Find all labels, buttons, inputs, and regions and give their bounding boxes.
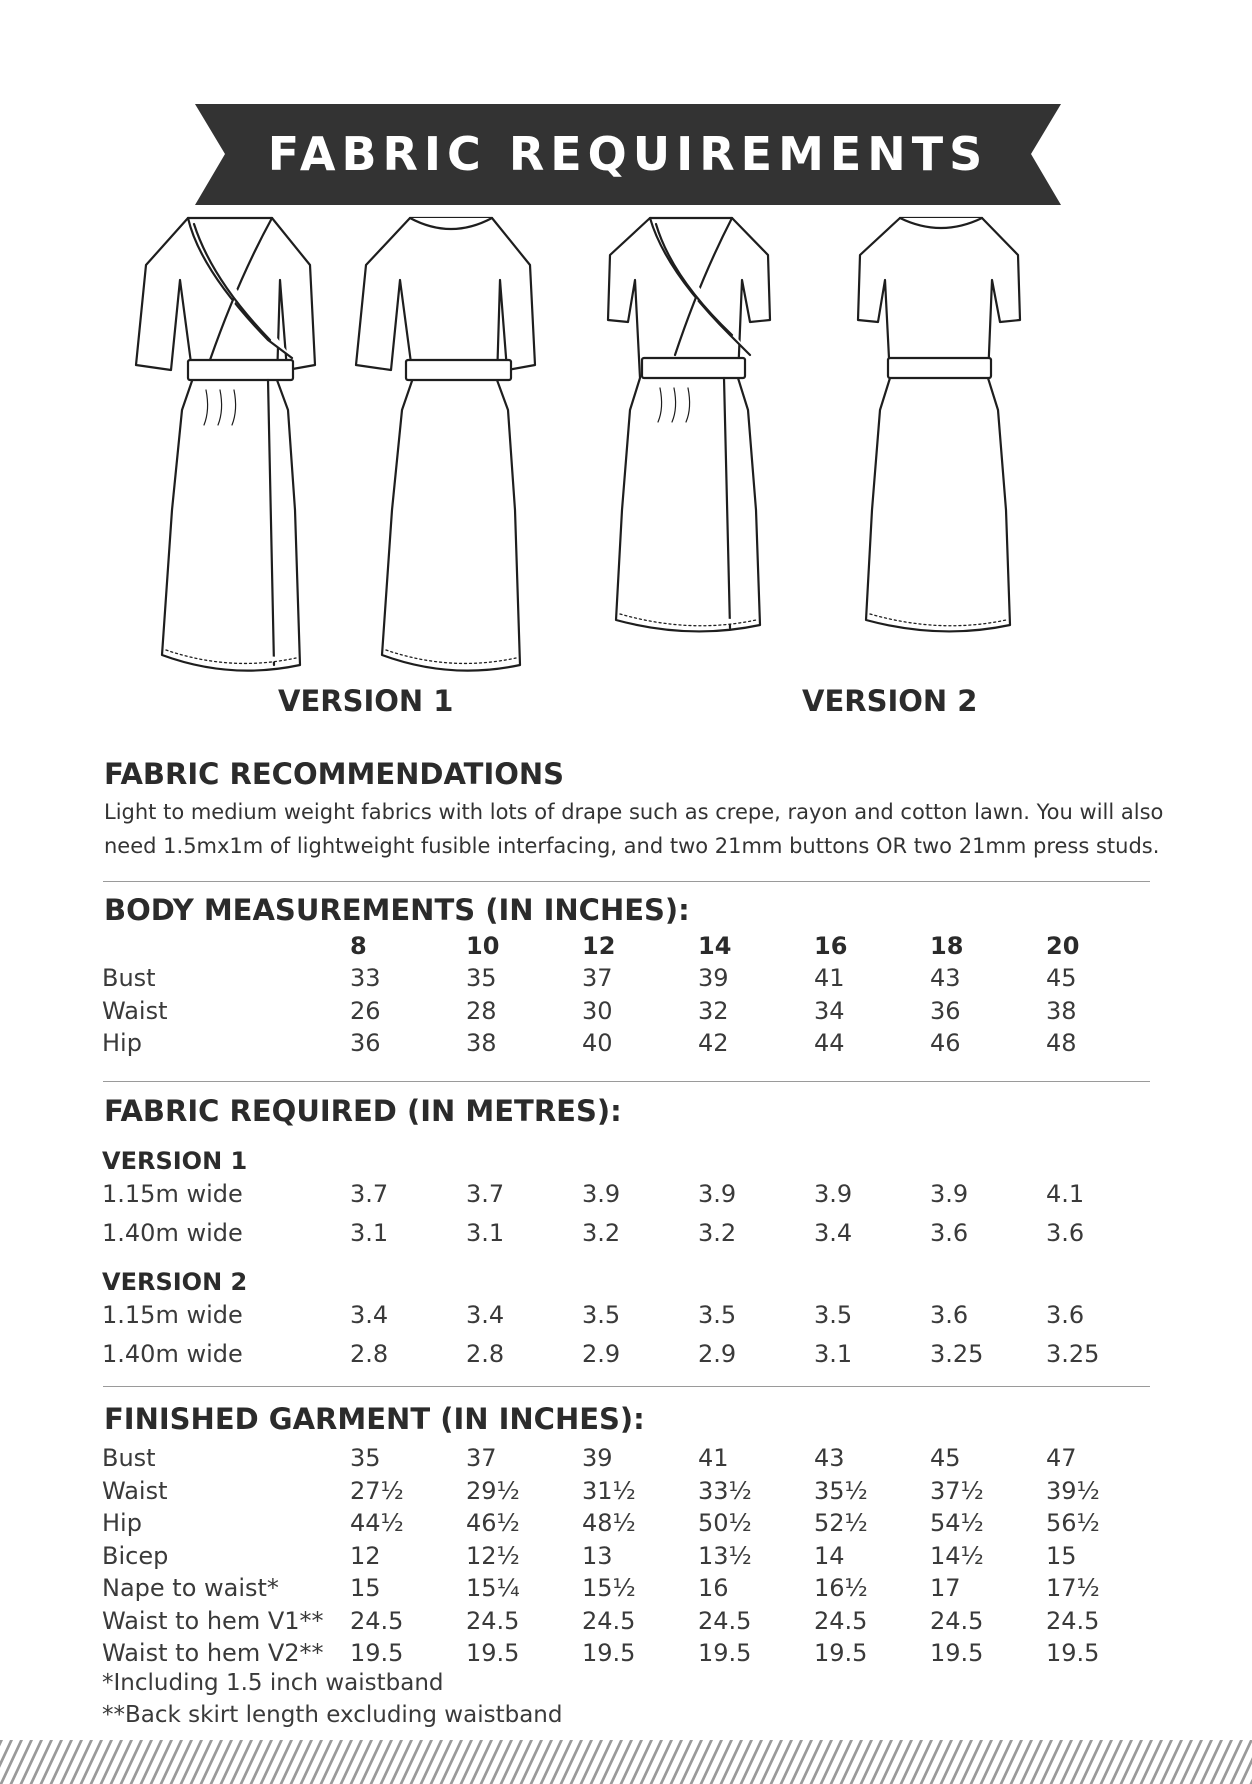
cell: 24.5 bbox=[930, 1607, 984, 1635]
cell: 16 bbox=[698, 1574, 729, 1602]
cell: 19.5 bbox=[1046, 1639, 1100, 1667]
cell: 19.5 bbox=[350, 1639, 404, 1667]
cell: 45 bbox=[1046, 964, 1077, 992]
size-header: 14 bbox=[698, 932, 732, 960]
cell: 19.5 bbox=[466, 1639, 520, 1667]
row-label: Bust bbox=[102, 964, 156, 992]
cell: 24.5 bbox=[814, 1607, 868, 1635]
row-label: Bicep bbox=[102, 1542, 169, 1570]
cell: 3.9 bbox=[930, 1180, 969, 1208]
table-row bbox=[102, 1542, 1162, 1574]
cell: 3.9 bbox=[814, 1180, 853, 1208]
row-label: 1.40m wide bbox=[102, 1219, 243, 1247]
cell: 15 bbox=[350, 1574, 381, 1602]
cell: 3.5 bbox=[814, 1301, 853, 1329]
cell: 35½ bbox=[814, 1477, 868, 1505]
fabric-recommendations-text bbox=[104, 795, 1164, 863]
cell: 3.6 bbox=[1046, 1301, 1085, 1329]
cell: 3.25 bbox=[1046, 1340, 1100, 1368]
cell: 17 bbox=[930, 1574, 961, 1602]
cell: 3.6 bbox=[930, 1219, 969, 1247]
row-label: 1.40m wide bbox=[102, 1340, 243, 1368]
cell: 3.4 bbox=[466, 1301, 505, 1329]
cell: 15 bbox=[1046, 1542, 1077, 1570]
cell: 24.5 bbox=[466, 1607, 520, 1635]
table-row bbox=[102, 1607, 1162, 1639]
cell: 3.4 bbox=[814, 1219, 853, 1247]
cell: 35 bbox=[350, 1444, 381, 1472]
page-title: FABRIC REQUIREMENTS bbox=[267, 127, 989, 181]
cell: 19.5 bbox=[582, 1639, 636, 1667]
cell: 3.2 bbox=[698, 1219, 737, 1247]
cell: 37 bbox=[582, 964, 613, 992]
row-label: 1.15m wide bbox=[102, 1180, 243, 1208]
cell: 36 bbox=[350, 1029, 381, 1057]
row-label: Nape to waist* bbox=[102, 1574, 279, 1602]
recommendation-line: need 1.5mx1m of lightweight fusible interfacing, and two 21mm buttons OR two 21mm press studs. bbox=[104, 834, 1160, 858]
fabric-required-title: FABRIC REQUIRED (IN METRES): bbox=[104, 1094, 622, 1128]
table-row bbox=[102, 1509, 1162, 1541]
row-label: Bust bbox=[102, 1444, 156, 1472]
cell: 19.5 bbox=[814, 1639, 868, 1667]
cell: 14½ bbox=[930, 1542, 984, 1570]
cell: 27½ bbox=[350, 1477, 404, 1505]
cell: 44½ bbox=[350, 1509, 404, 1537]
footnote: **Back skirt length excluding waistband bbox=[102, 1702, 563, 1728]
row-label: Waist bbox=[102, 997, 168, 1025]
cell: 43 bbox=[930, 964, 961, 992]
size-header: 10 bbox=[466, 932, 500, 960]
cell: 28 bbox=[466, 997, 497, 1025]
version1-back-dress bbox=[356, 218, 535, 671]
cell: 44 bbox=[814, 1029, 845, 1057]
cell: 2.8 bbox=[350, 1340, 389, 1368]
cell: 16½ bbox=[814, 1574, 868, 1602]
cell: 29½ bbox=[466, 1477, 520, 1505]
cell: 33½ bbox=[698, 1477, 752, 1505]
cell: 4.1 bbox=[1046, 1180, 1085, 1208]
cell: 3.7 bbox=[466, 1180, 505, 1208]
cell: 50½ bbox=[698, 1509, 752, 1537]
recommendation-line: Light to medium weight fabrics with lots of drape such as crepe, rayon and cotton lawn. You will also bbox=[104, 800, 1164, 824]
title-banner bbox=[195, 104, 1061, 205]
cell: 3.5 bbox=[582, 1301, 621, 1329]
cell: 13 bbox=[582, 1542, 613, 1570]
cell: 3.6 bbox=[1046, 1219, 1085, 1247]
cell: 42 bbox=[698, 1029, 729, 1057]
cell: 35 bbox=[466, 964, 497, 992]
cell: 24.5 bbox=[698, 1607, 752, 1635]
table-row bbox=[102, 1639, 1162, 1671]
cell: 3.9 bbox=[582, 1180, 621, 1208]
cell: 41 bbox=[814, 964, 845, 992]
cell: 43 bbox=[814, 1444, 845, 1472]
size-header: 18 bbox=[930, 932, 964, 960]
finished-garment-title: FINISHED GARMENT (IN INCHES): bbox=[104, 1402, 645, 1436]
cell: 19.5 bbox=[698, 1639, 752, 1667]
dress-illustrations bbox=[120, 210, 1130, 680]
row-label: Waist to hem V1** bbox=[102, 1607, 324, 1635]
cell: 32 bbox=[698, 997, 729, 1025]
fabric-recommendations-title: FABRIC RECOMMENDATIONS bbox=[104, 757, 565, 791]
cell: 56½ bbox=[1046, 1509, 1100, 1537]
size-header: 8 bbox=[350, 932, 367, 960]
cell: 3.4 bbox=[350, 1301, 389, 1329]
footnote: *Including 1.5 inch waistband bbox=[102, 1670, 444, 1696]
size-header: 12 bbox=[582, 932, 616, 960]
divider bbox=[103, 881, 1150, 882]
cell: 12 bbox=[350, 1542, 381, 1570]
cell: 39 bbox=[698, 964, 729, 992]
cell: 46 bbox=[930, 1029, 961, 1057]
table-row bbox=[102, 964, 1162, 996]
cell: 38 bbox=[466, 1029, 497, 1057]
cell: 39 bbox=[582, 1444, 613, 1472]
row-label: Hip bbox=[102, 1509, 142, 1537]
cell: 45 bbox=[930, 1444, 961, 1472]
table-row bbox=[102, 1219, 1162, 1251]
row-label: Hip bbox=[102, 1029, 142, 1057]
cell: 31½ bbox=[582, 1477, 636, 1505]
divider bbox=[103, 1386, 1150, 1387]
table-row bbox=[102, 1574, 1162, 1606]
cell: 2.8 bbox=[466, 1340, 505, 1368]
version2-label: VERSION 2 bbox=[802, 684, 978, 718]
cell: 3.2 bbox=[582, 1219, 621, 1247]
cell: 30 bbox=[582, 997, 613, 1025]
cell: 24.5 bbox=[582, 1607, 636, 1635]
cell: 52½ bbox=[814, 1509, 868, 1537]
cell: 2.9 bbox=[698, 1340, 737, 1368]
table-row bbox=[102, 997, 1162, 1029]
cell: 38 bbox=[1046, 997, 1077, 1025]
cell: 3.7 bbox=[350, 1180, 389, 1208]
cell: 48 bbox=[1046, 1029, 1077, 1057]
cell: 3.1 bbox=[466, 1219, 505, 1247]
cell: 33 bbox=[350, 964, 381, 992]
version1-label: VERSION 1 bbox=[278, 684, 454, 718]
cell: 34 bbox=[814, 997, 845, 1025]
cell: 54½ bbox=[930, 1509, 984, 1537]
cell: 24.5 bbox=[1046, 1607, 1100, 1635]
table-row bbox=[102, 1444, 1162, 1476]
cell: 40 bbox=[582, 1029, 613, 1057]
size-header: 16 bbox=[814, 932, 848, 960]
size-header-row bbox=[102, 932, 1162, 964]
cell: 3.6 bbox=[930, 1301, 969, 1329]
cell: 17½ bbox=[1046, 1574, 1100, 1602]
version1-subtitle: VERSION 1 bbox=[102, 1147, 248, 1175]
cell: 3.5 bbox=[698, 1301, 737, 1329]
cell: 36 bbox=[930, 997, 961, 1025]
cell: 26 bbox=[350, 997, 381, 1025]
cell: 39½ bbox=[1046, 1477, 1100, 1505]
cell: 14 bbox=[814, 1542, 845, 1570]
cell: 15½ bbox=[582, 1574, 636, 1602]
cell: 37 bbox=[466, 1444, 497, 1472]
cell: 37½ bbox=[930, 1477, 984, 1505]
cell: 13½ bbox=[698, 1542, 752, 1570]
table-row bbox=[102, 1340, 1162, 1372]
version2-back-dress bbox=[858, 218, 1020, 631]
row-label: Waist to hem V2** bbox=[102, 1639, 324, 1667]
table-row bbox=[102, 1180, 1162, 1212]
table-row bbox=[102, 1477, 1162, 1509]
decorative-hatch-border bbox=[0, 1740, 1252, 1784]
cell: 41 bbox=[698, 1444, 729, 1472]
version2-front-dress bbox=[608, 218, 770, 631]
cell: 48½ bbox=[582, 1509, 636, 1537]
cell: 3.1 bbox=[350, 1219, 389, 1247]
cell: 46½ bbox=[466, 1509, 520, 1537]
cell: 2.9 bbox=[582, 1340, 621, 1368]
table-row bbox=[102, 1029, 1162, 1061]
row-label: Waist bbox=[102, 1477, 168, 1505]
cell: 3.1 bbox=[814, 1340, 853, 1368]
version2-subtitle: VERSION 2 bbox=[102, 1268, 248, 1296]
cell: 3.25 bbox=[930, 1340, 984, 1368]
cell: 15¼ bbox=[466, 1574, 520, 1602]
cell: 24.5 bbox=[350, 1607, 404, 1635]
row-label: 1.15m wide bbox=[102, 1301, 243, 1329]
cell: 12½ bbox=[466, 1542, 520, 1570]
size-header: 20 bbox=[1046, 932, 1080, 960]
version1-front-dress bbox=[136, 218, 315, 671]
cell: 47 bbox=[1046, 1444, 1077, 1472]
cell: 19.5 bbox=[930, 1639, 984, 1667]
cell: 3.9 bbox=[698, 1180, 737, 1208]
divider bbox=[103, 1081, 1150, 1082]
table-row bbox=[102, 1301, 1162, 1333]
body-measurements-title: BODY MEASUREMENTS (IN INCHES): bbox=[104, 893, 690, 927]
